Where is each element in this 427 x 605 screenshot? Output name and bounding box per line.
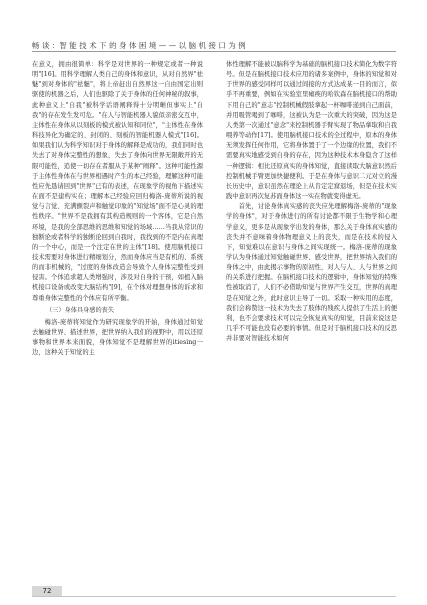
subsection-heading: （三）身体具身感的丧失: [46, 306, 115, 314]
right-column: [226, 60, 397, 605]
body-paragraph: 梅洛-庞蒂将知觉作为研究现象学的开始，身体通过知觉去触碰世界、描述世界，把世界纳入我们的视野中，用以还原事物和世界本来面貌，身体知觉不是理解世界的itiesing一边，这种关于知觉的主: [32, 318, 203, 357]
body-paragraph: 首先，讨论身体真实感的丧失应先理解梅洛-庞蒂的"现象学的身体"，对于身体进行的所有讨论都不限于生物学和心理学意义，更多是从现象学出发的身体，那么关于身体真实感的丧失并不意味着身体物理意义上的丧失，而是在技术的侵入下，知觉难以在意识与身体之间实现统一。梅洛-庞蒂的现象学认为身体通过知觉触碰世界、感受世界，把世界纳入我们的身体之中，由此揭示事物的原初性，对人与人、人与世界之间的关系进行把握。在脑机接口技术的逻辑中，身体知觉的特殊性被取消了，人们不必借助知觉与世界产生交互，世界的真理是在知觉之外，此时意识主导了一切。采取一种实用的态度，我们会称赞这一技术为失去了肢体的残疾人提供了生活上的便利，也不会要求技术可以完全恢复真实的知觉，目前来说这是几乎不可能也没有必要的事情。但是对于脑机接口技术的反思并非要对智能技术如何: [226, 203, 397, 343]
footer-divider: [32, 596, 396, 597]
body-paragraph: 在意义，拥由很简单：科学是对世界的一种规定或者一种说明"[16]。用科学理解人类自己的身体和意识，从对自然界"祛魅"到对身体的"祛魅"，将上帝赶出自然界这一自由国定出则驱使的机器之后，人们也驱除了关于身体的任何神秘的叙事，此种意义上"自我"被科学话语阐释得十分明晰但事实上"自我"的存在发生发可危。"在人与智能机器人貌似亲密交互中，主体性在身体从以刻板的模式被认知和同位"，"主体性在身体科技异化为确定的、封闭的、刻板的智能机器人模式"[16]。如果我们认为科学知识对于身体的解释是成功的，我们同时也失去了对身体完整性的想象，失去了身体向世界无限敞开的无限可能性，追使一切存在者服从于某种"阐释"。这种可能性源于主体性身体在与世界相遇时产生的本己经验，理解这种可能性应先恳请回到"世界"已有的表述，在现象学的视角下描述实在面不是建构实在；理解本己经验应回归梅洛-庞蒂所说的视觉与言觉、充满颤裂声和触觉印象的"知觉场"面不是心灵的理性秩序。"世界不是我拥有其构造规则的一个客体，它是自然环境，是我的全部思维的思维和知觉的场域……当我从常识的独断论或者科学的独断论回到自我时，我找到的不是内在真理的一个中心，而是一个注定在世的主体"[18]。使用脑机接口技术需要对身体进行精细划分，然而身体应当是有机的、系统的而非机械的，"过度的身体改造会导致个人身体完整性受到侵害。个体追求超人类增强时，涉及对自身的干预，如植入脑机接口设备或改变大脑结构"[9]，在个体对理想身体的诉求和尊重身体完整性的个体应有所平衡。: [32, 61, 203, 302]
body-paragraph: 体性理解不能被以脑科学为基础的脑机接口技术简化为数字符号。但是在脑机接口技术应用的诸多案例中，身体的知觉和对于世界的感受同样可以通过间接的方式达成某一目的而言，似乎不再重要，例如在实验室里瘫痪的哈钦森在脑机接口的帮助下用自己的"意志"控制机械假肢拿起一杯咖啡递到自己面前，并用吸管喝到了咖啡，这被认为是一次重大的突破，因为这是人类第一次通过"意念"来控制机器手臂实现了物品拿取和自我喂养等动作[17]。使用脑机接口技术的全过程中，原本的身体无须发挥任何作用，它将身体置于了一个边缘的位置，我们不需要真实地感受到自身的存在，因为这种技术本身隐含了这样一种逻辑：相比还原真实的身体知觉，直接读取大脑意识然后控制机械手臂更加快捷便利。于是在身体与意识二元对立的漫长历史中，意识虽然在理论上从肯定定窟退场，但是在技术实践中意识再次复苏面身体这一实在物就变得虚无。: [226, 61, 397, 201]
header-divider: [32, 51, 396, 52]
running-head: 畅 谈 ：智 能 技 术 下 的 身 体 困 境 — — 以 脑 机 接 口 为 例: [32, 41, 246, 50]
page-number: 72: [32, 586, 62, 596]
left-column: [32, 60, 203, 588]
